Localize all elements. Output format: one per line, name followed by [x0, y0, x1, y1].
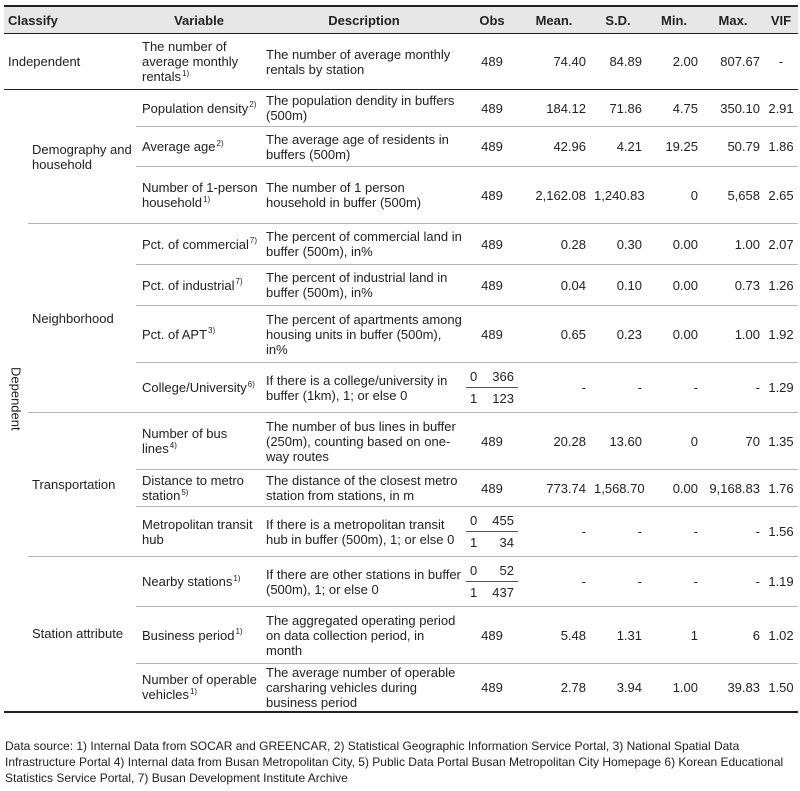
header-classify: Classify [4, 6, 136, 34]
min-cell: 1.00 [646, 664, 702, 712]
description-cell: The number of average monthly rentals by station [262, 34, 466, 90]
header-row [4, 6, 798, 34]
mean-cell: 2,162.08 [518, 167, 590, 224]
vif-cell: 1.76 [764, 470, 798, 507]
max-cell: 5,658 [702, 167, 764, 224]
group-neighborhood: Neighborhood [28, 224, 136, 413]
mean-cell: 184.12 [518, 90, 590, 127]
mean-cell: 773.74 [518, 470, 590, 507]
group-demography: Demography and household [28, 90, 136, 224]
obs-cell: 489 [466, 470, 518, 507]
max-cell: - [702, 507, 764, 557]
vif-cell: 2.07 [764, 224, 798, 265]
min-cell: - [646, 363, 702, 413]
max-cell: 39.83 [702, 664, 764, 712]
max-cell: 1.00 [702, 306, 764, 363]
group-transportation: Transportation [28, 413, 136, 557]
table-row [4, 557, 798, 607]
variable-cell: Population density$^{2)}$ [136, 90, 262, 127]
mean-cell: 2.78 [518, 664, 590, 712]
mean-cell: 0.04 [518, 265, 590, 306]
min-cell: 0 [646, 413, 702, 470]
mean-cell: - [518, 557, 590, 607]
obs-cell: 489 [466, 306, 518, 363]
description-cell: The average age of residents in buffers (500m) [262, 127, 466, 167]
description-cell: The percent of industrial land in buffer (500m), in% [262, 265, 466, 306]
variable-cell: The number of average monthly rentals$^{1)}$ [136, 34, 262, 90]
description-cell: The percent of apartments among housing units in buffer (500m), in% [262, 306, 466, 363]
sd-cell: - [590, 507, 646, 557]
max-cell: 807.67 [702, 34, 764, 90]
description-cell: If there is a college/university in buffer (1km), 1; or else 0 [262, 363, 466, 413]
obs-cell: 489 [466, 224, 518, 265]
vif-cell: 1.56 [764, 507, 798, 557]
max-cell: 350.10 [702, 90, 764, 127]
variable-cell: Distance to metro station$^{5)}$ [136, 470, 262, 507]
header-mean: Mean. [518, 6, 590, 34]
variable-cell: Number of bus lines$^{4)}$ [136, 413, 262, 470]
max-cell: 1.00 [702, 224, 764, 265]
description-cell: The percent of commercial land in buffer (500m), in% [262, 224, 466, 265]
sd-cell: - [590, 363, 646, 413]
max-cell: 50.79 [702, 127, 764, 167]
mean-cell: 0.28 [518, 224, 590, 265]
sd-cell: 3.94 [590, 664, 646, 712]
variable-cell: Number of operable vehicles$^{1)}$ [136, 664, 262, 712]
table-row [4, 413, 798, 470]
description-cell: If there are other stations in buffer (500m), 1; or else 0 [262, 557, 466, 607]
variable-cell: Pct. of commercial$^{7)}$ [136, 224, 262, 265]
description-cell: The number of bus lines in buffer (250m), counting based on one-way routes [262, 413, 466, 470]
variable-cell: College/University$^{6)}$ [136, 363, 262, 413]
header-min: Min. [646, 6, 702, 34]
max-cell: 6 [702, 607, 764, 664]
variable-cell: Business period$^{1)}$ [136, 607, 262, 664]
min-cell: 0.00 [646, 224, 702, 265]
mean-cell: - [518, 363, 590, 413]
min-cell: 1 [646, 607, 702, 664]
mean-cell: - [518, 507, 590, 557]
description-cell: The average number of operable carsharing vehicles during business period [262, 664, 466, 712]
max-cell: 9,168.83 [702, 470, 764, 507]
min-cell: 2.00 [646, 34, 702, 90]
description-cell: The population dendity in buffers (500m) [262, 90, 466, 127]
vif-cell: 1.26 [764, 265, 798, 306]
group-dependent: Dependent [4, 90, 28, 712]
variable-cell: Pct. of APT$^{3)}$ [136, 306, 262, 363]
obs-cell: 489 [466, 127, 518, 167]
variable-cell: Nearby stations$^{1)}$ [136, 557, 262, 607]
sd-cell: - [590, 557, 646, 607]
sd-cell: 0.10 [590, 265, 646, 306]
obs-cell: 489 [466, 167, 518, 224]
header-sd: S.D. [590, 6, 646, 34]
max-cell: - [702, 363, 764, 413]
obs-cell: 489 [466, 34, 518, 90]
vif-cell: 2.91 [764, 90, 798, 127]
vif-cell: 2.65 [764, 167, 798, 224]
vif-cell: - [764, 34, 798, 90]
header-vif: VIF [764, 6, 798, 34]
description-cell: The aggregated operating period on data collection period, in month [262, 607, 466, 664]
statistics-table [4, 5, 798, 713]
sd-cell: 1.31 [590, 607, 646, 664]
obs-split-cell: 0 366 1 123 [466, 363, 518, 413]
sd-cell: 0.23 [590, 306, 646, 363]
obs-cell: 489 [466, 90, 518, 127]
sd-cell: 1,568.70 [590, 470, 646, 507]
vif-cell: 1.50 [764, 664, 798, 712]
group-independent: Independent [4, 34, 136, 90]
obs-cell: 489 [466, 664, 518, 712]
table-row [4, 34, 798, 90]
header-obs: Obs [466, 6, 518, 34]
description-cell: If there is a metropolitan transit hub in buffer (500m), 1; or else 0 [262, 507, 466, 557]
header-max: Max. [702, 6, 764, 34]
group-station-attribute: Station attribute [28, 557, 136, 712]
obs-split-cell: 0 52 1 437 [466, 557, 518, 607]
variable-cell: Metropolitan transit hub [136, 507, 262, 557]
obs-cell: 489 [466, 265, 518, 306]
min-cell: - [646, 557, 702, 607]
min-cell: 0.00 [646, 306, 702, 363]
obs-cell: 489 [466, 413, 518, 470]
obs-split-cell: 0 455 1 34 [466, 507, 518, 557]
sd-cell: 1,240.83 [590, 167, 646, 224]
mean-cell: 5.48 [518, 607, 590, 664]
variable-cell: Average age$^{2)}$ [136, 127, 262, 167]
sd-cell: 71.86 [590, 90, 646, 127]
vif-cell: 1.29 [764, 363, 798, 413]
variable-cell: Pct. of industrial$^{7)}$ [136, 265, 262, 306]
max-cell: 0.73 [702, 265, 764, 306]
min-cell: 0.00 [646, 265, 702, 306]
vif-cell: 1.19 [764, 557, 798, 607]
sd-cell: 84.89 [590, 34, 646, 90]
vif-cell: 1.35 [764, 413, 798, 470]
min-cell: 0 [646, 167, 702, 224]
header-variable: Variable [136, 6, 262, 34]
mean-cell: 74.40 [518, 34, 590, 90]
vif-cell: 1.92 [764, 306, 798, 363]
vif-cell: 1.02 [764, 607, 798, 664]
sd-cell: 13.60 [590, 413, 646, 470]
mean-cell: 42.96 [518, 127, 590, 167]
table-row [4, 90, 798, 127]
min-cell: - [646, 507, 702, 557]
obs-cell: 489 [466, 607, 518, 664]
data-source-footnote: Data source: 1) Internal Data from SOCAR and GREENCAR, 2) Statistical Geographic Information Service Portal, 3) National Spatial Data Infrastructure Portal 4) Internal data from Busan Metropolitan City, 5) Public Data Portal Busan Metropolitan City Homepage 6) Korean Educational Statistics Service Portal, 7) Busan Development Institute Archive [5, 739, 784, 785]
min-cell: 19.25 [646, 127, 702, 167]
table-row [4, 224, 798, 265]
description-cell: The distance of the closest metro station from stations, in m [262, 470, 466, 507]
description-cell: The number of 1 person household in buffer (500m) [262, 167, 466, 224]
sd-cell: 0.30 [590, 224, 646, 265]
min-cell: 0.00 [646, 470, 702, 507]
mean-cell: 0.65 [518, 306, 590, 363]
vif-cell: 1.86 [764, 127, 798, 167]
max-cell: - [702, 557, 764, 607]
min-cell: 4.75 [646, 90, 702, 127]
sd-cell: 4.21 [590, 127, 646, 167]
max-cell: 70 [702, 413, 764, 470]
header-description: Description [262, 6, 466, 34]
variable-cell: Number of 1-person household$^{1)}$ [136, 167, 262, 224]
mean-cell: 20.28 [518, 413, 590, 470]
